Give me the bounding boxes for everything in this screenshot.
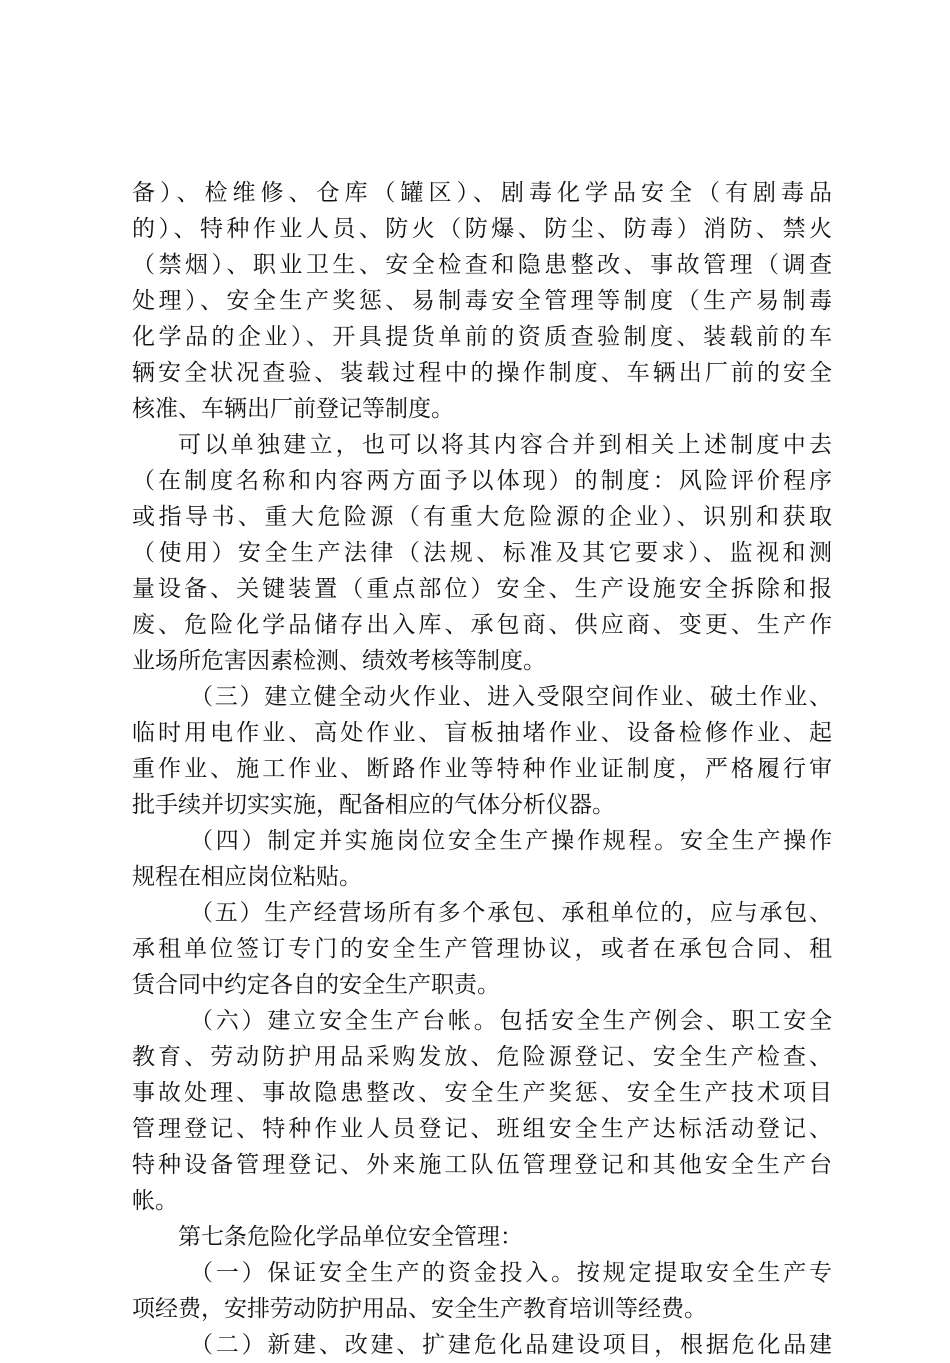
text-line: 赁合同中约定各自的安全生产职责。 <box>132 972 500 998</box>
text-line: 批手续并切实实施，配备相应的气体分析仪器。 <box>132 792 615 818</box>
text-line: 废、危险化学品储存出入库、承包商、供应商、变更、生产作 <box>132 612 832 638</box>
paragraph-first-line: （二）新建、改建、扩建危化品建设项目，根据危化品建 <box>190 1332 832 1358</box>
text-line: 教育、劳动防护用品采购发放、危险源登记、安全生产检查、 <box>132 1044 832 1070</box>
paragraph-first-line: （三）建立健全动火作业、进入受限空间作业、破土作业、 <box>190 684 832 710</box>
text-line: （使用）安全生产法律（法规、标准及其它要求）、监视和测 <box>132 540 832 566</box>
text-line: 辆安全状况查验、装载过程中的操作制度、车辆出厂前的安全 <box>132 360 832 386</box>
text-line: 量设备、关键装置（重点部位）安全、生产设施安全拆除和报 <box>132 576 832 602</box>
article-heading: 第七条危险化学品单位安全管理： <box>178 1224 523 1250</box>
text-line: 规程在相应岗位粘贴。 <box>132 864 362 890</box>
paragraph-first-line: （一）保证安全生产的资金投入。按规定提取安全生产专 <box>190 1260 832 1286</box>
paragraph-first-line: （六）建立安全生产台帐。包括安全生产例会、职工安全 <box>190 1008 832 1034</box>
text-line: 业场所危害因素检测、绩效考核等制度。 <box>132 648 546 674</box>
text-line: 核准、车辆出厂前登记等制度。 <box>132 396 454 422</box>
text-line: 项经费，安排劳动防护用品、安全生产教育培训等经费。 <box>132 1296 707 1322</box>
text-line: 的）、特种作业人员、防火（防爆、防尘、防毒）消防、禁火 <box>132 216 832 242</box>
text-line: 备）、检维修、仓库（罐区）、剧毒化学品安全（有剧毒品 <box>132 180 832 206</box>
text-line: 或指导书、重大危险源（有重大危险源的企业）、识别和获取 <box>132 504 832 530</box>
paragraph-first-line: （五）生产经营场所有多个承包、承租单位的，应与承包、 <box>190 900 832 926</box>
text-line: 特种设备管理登记、外来施工队伍管理登记和其他安全生产台 <box>132 1152 832 1178</box>
text-line: 化学品的企业）、开具提货单前的资质查验制度、装载前的车 <box>132 324 832 350</box>
text-line: 处理）、安全生产奖惩、易制毒安全管理等制度（生产易制毒 <box>132 288 832 314</box>
text-line: 重作业、施工作业、断路作业等特种作业证制度，严格履行审 <box>132 756 832 782</box>
text-line: 承租单位签订专门的安全生产管理协议，或者在承包合同、租 <box>132 936 832 962</box>
document-body <box>132 175 832 1363</box>
text-line: 帐。 <box>132 1188 178 1214</box>
text-line: （在制度名称和内容两方面予以体现）的制度：风险评价程序 <box>132 468 832 494</box>
text-line: 临时用电作业、高处作业、盲板抽堵作业、设备检修作业、起 <box>132 720 832 746</box>
text-line: （禁烟）、职业卫生、安全检查和隐患整改、事故管理（调查 <box>132 252 832 278</box>
text-line: 管理登记、特种作业人员登记、班组安全生产达标活动登记、 <box>132 1116 832 1142</box>
text-line: 事故处理、事故隐患整改、安全生产奖惩、安全生产技术项目 <box>132 1080 832 1106</box>
paragraph-first-line: （四）制定并实施岗位安全生产操作规程。安全生产操作 <box>190 828 832 854</box>
paragraph-first-line: 可以单独建立，也可以将其内容合并到相关上述制度中去 <box>178 432 832 458</box>
